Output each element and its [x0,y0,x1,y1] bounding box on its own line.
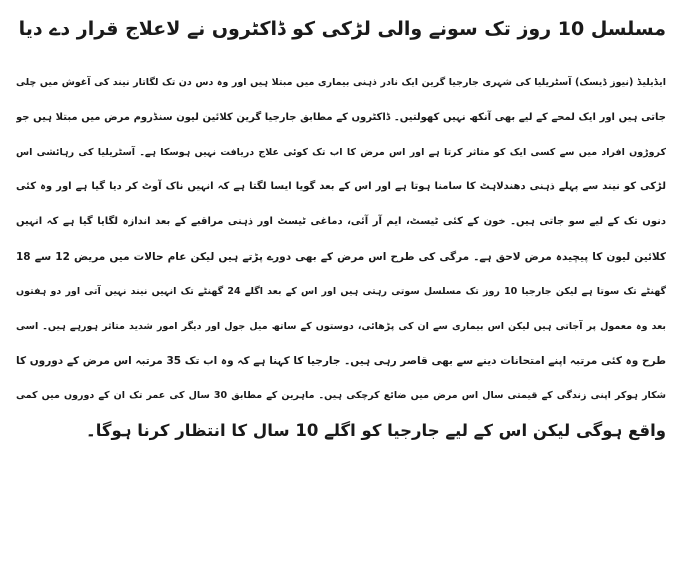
body-line-6: کلائین لیون کا پیچیدہ مرض لاحق ہے۔ مرگی کی طرح اس مرض کے بھی دورے پڑتے ہیں لیکن عام حالات میں مریض 12 سے 18 [16,250,666,263]
body-line-8: بعد وہ معمول پر آجاتی ہیں لیکن اس بیماری سے ان کی پڑھائی، دوستوں کے ساتھ میل جول اور دیگر امور شدید متاثر ہورہے ہیں۔ اسی [16,320,666,332]
body-line-4: لڑکی کو نیند سے پہلے ذہنی دھندلاہٹ کا سامنا ہوتا ہے اور اس کے بعد گویا ایسا لگتا ہے کہ انہیں ناک آوٹ کر دیا گیا ہے اور وہ کئی [16,181,666,193]
body-line-10: شکار ہوکر اپنی زندگی کے قیمتی سال اس مرض میں ضائع کرچکی ہیں۔ ماہرین کے مطابق 30 سال کی عمر تک ان کے دوروں میں کمی [16,390,666,402]
body-line-11: واقع ہوگی لیکن اس کے لیے جارجیا کو اگلے 10 سال کا انتظار کرنا ہوگا۔ [86,420,666,440]
body-line-3: کروڑوں افراد میں سے کسی ایک کو متاثر کرتا ہے اور اس مرض کا اب تک کوئی علاج دریافت نہیں ہوسکا ہے۔ آسٹریلیا کی رہائشی اس [16,146,666,158]
body-line-5: دنوں تک کے لیے سو جاتی ہیں۔ خون کے کئی ٹیسٹ، ایم آر آئی، دماغی ٹیسٹ اور ذہنی مراقبے کے بعد اندازہ لگایا گیا ہے کہ انہیں [16,216,666,228]
body-line-1: ایڈیلیڈ (نیوز ڈیسک) آسٹریلیا کی شہری جارجیا گرین ایک نادر ذہنی بیماری میں مبتلا ہیں اور وہ دس دن تک لگاتار نیند کی آغوش میں چلی [16,77,666,88]
body-line-9: طرح وہ کئی مرتبہ اپنے امتحانات دینے سے بھی قاصر رہی ہیں۔ جارجیا کا کہنا ہے کہ وہ اب تک 35 مرتبہ اس مرض کے دوروں کا [16,355,666,368]
article-headline: مسلسل 10 روز تک سونے والی لڑکی کو ڈاکٹروں نے لاعلاج قرار دے دیا [18,18,666,40]
body-line-2: جاتی ہیں اور ایک لمحے کے لیے بھی آنکھ نہیں کھولتیں۔ ڈاکٹروں کے مطابق جارجیا گرین کلائین لیون سنڈروم مرض میں مبتلا ہیں جو [16,111,666,123]
body-line-7: گھنٹے تک سوتا ہے لیکن جارجیا 10 روز تک مسلسل سوتی رہتی ہیں اور اس کے بعد اگلے 24 گھنٹے تک انہیں نیند نہیں آتی اور دو ہفتوں [16,285,666,297]
article-body [16,66,666,449]
